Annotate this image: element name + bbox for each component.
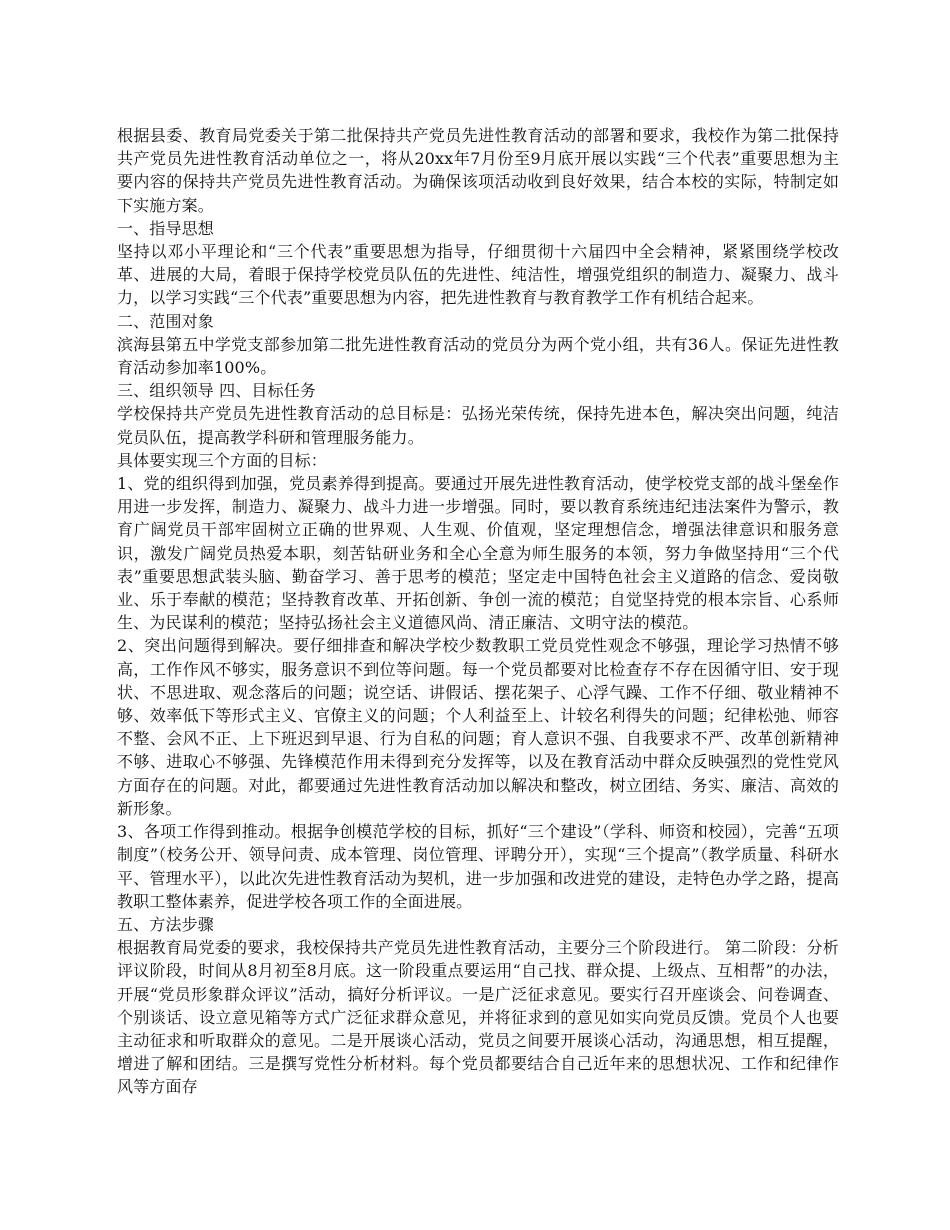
guiding-ideology-paragraph: 坚持以邓小平理论和“三个代表”重要思想为指导，仔细贯彻十六届四中全会精神，紧紧围绕学校改革、进展的大局，着眼于保持学校党员队伍的先进性、纯洁性，增强党组织的制造力、凝聚力、战斗力，以学习实践“三个代表”重要思想为内容，把先进性教育与教育教学工作有机结合起来。	[117, 242, 839, 308]
document-body	[117, 124, 839, 1099]
scope-paragraph: 滨海县第五中学党支部参加第二批先进性教育活动的党员分为两个党小组，共有36人。保证先进性教育活动参加率100%。	[117, 334, 839, 378]
overall-goal-paragraph: 学校保持共产党员先进性教育活动的总目标是：弘扬光荣传统，保持先进本色，解决突出问题，纯洁党员队伍，提高教学科研和管理服务能力。	[117, 404, 839, 447]
intro-paragraph: 根据县委、教育局党委关于第二批保持共产党员先进性教育活动的部署和要求，我校作为第二批保持共产党员先进性教育活动单位之一，将从20xx年7月份至9月底开展以实践“三个代表”重要思想为主要内容的保持共产党员先进性教育活动。为确保该项活动收到良好效果，结合本校的实际，特制定如下实施方案。	[117, 126, 839, 215]
goal-1-paragraph: 1、党的组织得到加强，党员素养得到提高。要通过开展先进性教育活动，使学校党支部的战斗堡垒作用进一步发挥，制造力、凝聚力、战斗力进一步增强。同时，要以教育系统违纪违法案件为警示，教育广阔党员干部牢固树立正确的世界观、人生观、价值观，坚定理想信念，增强法律意识和服务意识，激发广阔党员热爱本职，刻苦钻研业务和全心全意为师生服务的本领，努力争做坚持用“三个代表”重要思想武装头脑、勤奋学习、善于思考的模范；坚定走中国特色社会主义道路的信念、爱岗敬业、乐于奉献的模范；坚持教育改革、开拓创新、争创一流的模范；自觉坚持党的根本宗旨、心系师生、为民谋利的模范；坚持弘扬社会主义道德风尚、清正廉洁、文明守法的模范。	[117, 474, 839, 633]
goal-2-paragraph: 2、突出问题得到解决。要仔细排查和解决学校少数教职工党员党性观念不够强，理论学习热情不够高，工作作风不够实，服务意识不到位等问题。每一个党员都要对比检查存不存在因循守旧、安于现状、不思进取、观念落后的问题；说空话、讲假话、摆花架子、心浮气躁、工作不仔细、敬业精神不够、效率低下等形式主义、官僚主义的问题；个人利益至上、计较名利得失的问题；纪律松弛、师容不整、会风不正、上下班迟到早退、行为自私的问题；育人意识不强、自我要求不严、改革创新精神不够、进取心不够强、先锋模范作用未得到充分发挥等，以及在教育活动中群众反映强烈的党性党风方面存在的问题。对此，都要通过先进性教育活动加以解决和整改，树立团结、务实、廉洁、高效的新形象。	[117, 636, 839, 818]
methods-paragraph: 根据教育局党委的要求，我校保持共产党员先进性教育活动，主要分三个阶段进行。 第二阶段：分析评议阶段，时间从8月初至8月底。这一阶段重点要运用“自己找、群众提、上级点、互相帮”的办法，开展“党员形象群众评议”活动，搞好分析评议。一是广泛征求意见。要实行召开座谈会、问卷调查、个别谈话、设立意见箱等方式广泛征求群众意见，并将征求到的意见如实向党员反馈。党员个人也要主动征求和听取群众的意见。二是开展谈心活动，党员之间要开展谈心活动，沟通思想，相互提醒，增进了解和团结。三是撰写党性分析材料。每个党员都要结合自己近年来的思想状况、工作和纪律作风等方面存	[117, 938, 839, 1097]
goal-3-paragraph: 3、各项工作得到推动。根据争创模范学校的目标，抓好“三个建设”（学科、师资和校园），完善“五项制度”（校务公开、领导问责、成本管理、岗位管理、评聘分开），实现“三个提高”（教学质量、科研水平、管理水平），以此次先进性教育活动为契机，进一步加强和改进党的建设，走特色办学之路，提高教职工整体素养，促进学校各项工作的全面进展。	[117, 822, 839, 911]
section-heading-organization-goals: 三、组织领导 四、目标任务	[117, 381, 317, 401]
goals-intro-paragraph: 具体要实现三个方面的目标：	[117, 450, 327, 470]
section-heading-guiding-ideology: 一、指导思想	[117, 218, 214, 238]
section-heading-methods: 五、方法步骤	[117, 914, 214, 934]
section-heading-scope: 二、范围对象	[117, 311, 214, 331]
